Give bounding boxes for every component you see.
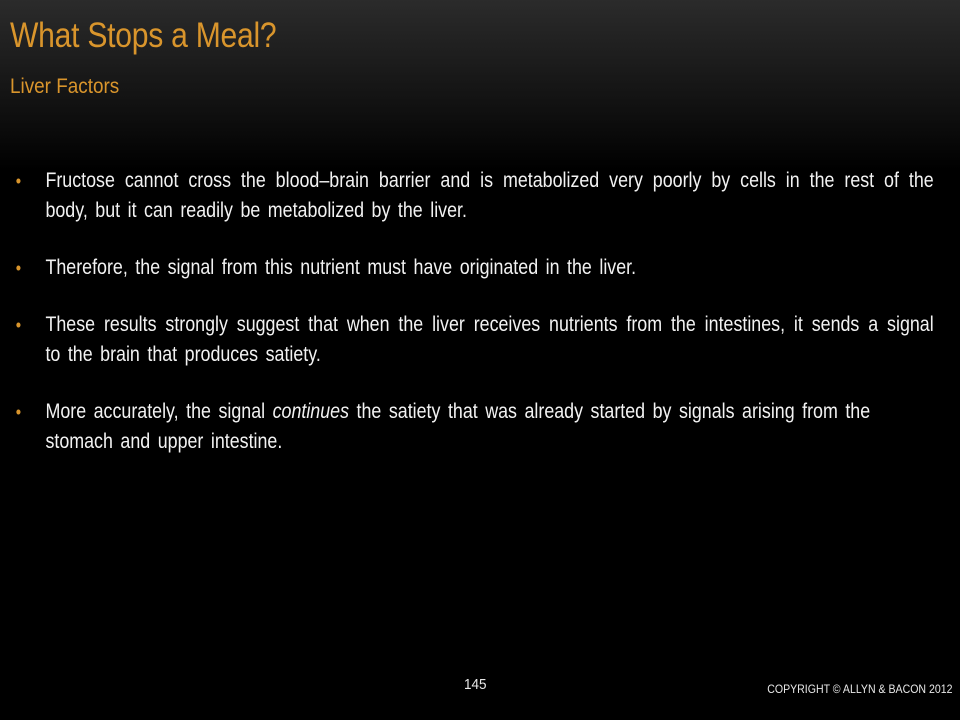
bullet-icon: • bbox=[15, 171, 22, 191]
slide-subtitle: Liver Factors bbox=[10, 75, 120, 98]
page-number: 145 bbox=[464, 676, 487, 693]
slide-title: What Stops a Meal? bbox=[10, 16, 277, 55]
bullet-icon: • bbox=[15, 315, 22, 335]
bullet-text-start: More accurately, the signal bbox=[45, 400, 273, 423]
bullet-item bbox=[14, 166, 934, 226]
bullet-list bbox=[14, 166, 934, 484]
bullet-icon: • bbox=[15, 258, 22, 278]
bullet-text: These results strongly suggest that when the liver receives nutrients from the intestines, it sends a signal to the brain that produces satiety. bbox=[45, 313, 934, 366]
copyright-notice: COPYRIGHT © ALLYN & BACON 2012 bbox=[766, 682, 952, 696]
bullet-item bbox=[14, 397, 934, 457]
bullet-item bbox=[14, 253, 934, 283]
bullet-item bbox=[14, 310, 934, 370]
bullet-text-emphasis: continues bbox=[272, 400, 350, 423]
bullet-text: Fructose cannot cross the blood–brain barrier and is metabolized very poorly by cells in the rest of the body, but it can readily be metabolized by the liver. bbox=[45, 169, 934, 222]
bullet-text-end: the satiety that was already started by signals arising from the stomach and upper intestine. bbox=[45, 400, 871, 453]
bullet-text: Therefore, the signal from this nutrient must have originated in the liver. bbox=[45, 256, 637, 279]
bullet-icon: • bbox=[15, 402, 22, 422]
